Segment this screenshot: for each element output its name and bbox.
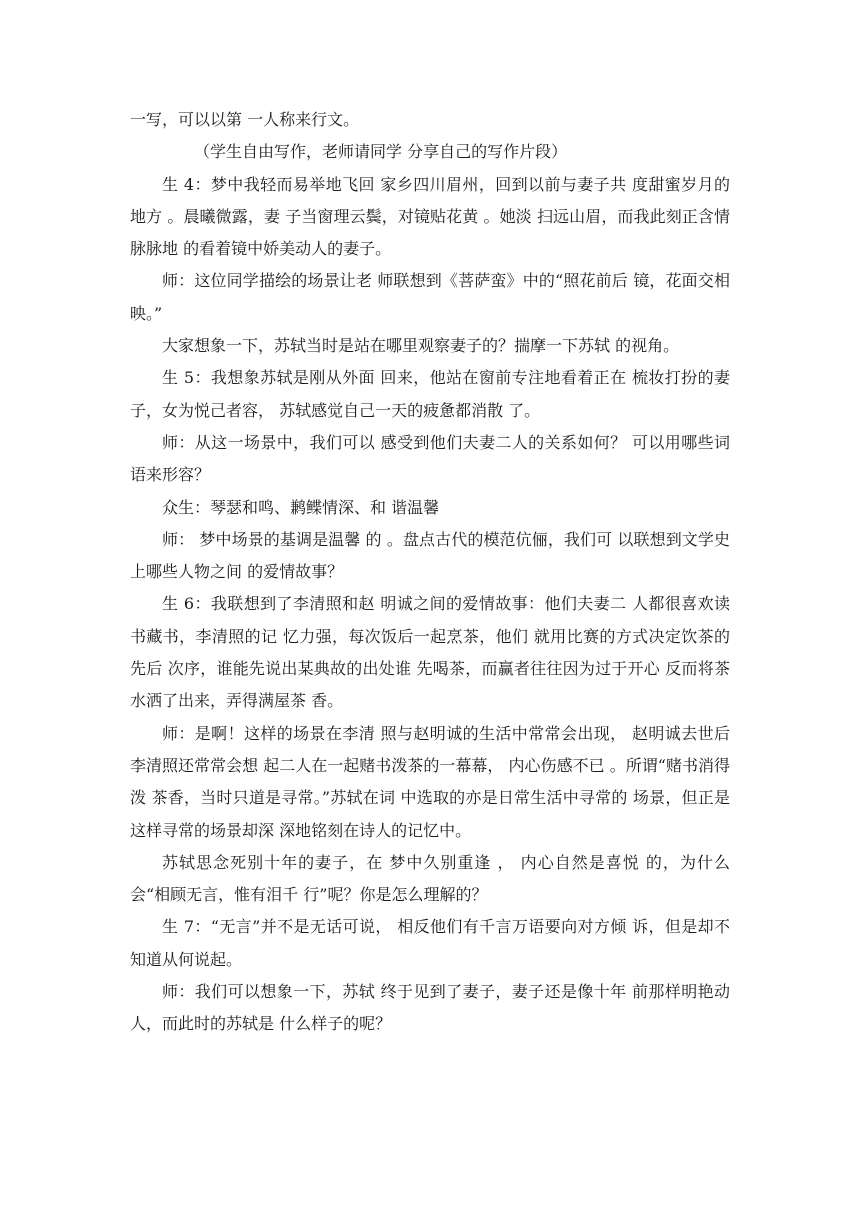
paragraph-teacher-question-2: 苏轼思念死别十年的妻子，在 梦中久别重逢 ， 内心自然是喜悦 的，为什么会“相顾无言，惟有泪千 行”呢？你是怎么理解的？ (130, 852, 730, 905)
paragraph-teacher-3: 师： 梦中场景的基调是温馨 的 。盘点古代的模范伉俪，我们可 以联想到文学史上哪些人物之间 的爱情故事？ (130, 529, 730, 582)
paragraph-student-4: 生 4：梦中我轻而易举地飞回 家乡四川眉州，回到以前与妻子共 度甜蜜岁月的地方 。晨曦微露，妻 子当窗理云鬓，对镜贴花黄 。她淡 扫远山眉，而我此刻正含情脉脉地 的看着镜中娇美动人的妻子。 (130, 174, 730, 259)
paragraph-intro: 一写，可以以第 一人称来行文。 (130, 110, 360, 129)
paragraph-teacher-question-1: 大家想象一下，苏轼当时是站在哪里观察妻子的？揣摩一下苏轼 的视角。 (162, 336, 680, 356)
paragraph-students-all: 众生：琴瑟和鸣、鹣鲽情深、和 谐温馨 (162, 497, 440, 517)
paragraph-student-5: 生 5：我想象苏轼是刚从外面 回来，他站在窗前专注地看着正在 梳妆打扮的妻子，女为悦己者容， 苏轼感觉自己一天的疲惫都消散 了。 (130, 368, 730, 420)
paragraph-student-7: 生 7：“无言”并不是无话可说， 相反他们有千言万语要向对方倾 诉，但是却不知道从何说起。 (130, 917, 730, 969)
paragraph-student-6: 生 6：我联想到了李清照和赵 明诚之间的爱情故事：他们夫妻二 人都很喜欢读书藏书，李清照的记 忆力强，每次饭后一起烹茶，他们 就用比赛的方式决定饮茶的先后 次序，谁能先说出某典故的出处谁 先喝茶，而赢者往往因为过于开心 反而将茶水洒了出来，弄得满屋茶 香。 (130, 594, 730, 711)
paragraph-teacher-4: 师：是啊！这样的场景在李清 照与赵明诚的生活中常常会出现， 赵明诚去世后李清照还常常会想 起二人在一起赌书泼茶的一幕幕， 内心伤感不已 。所谓“赌书消得泼 茶香，当时只道是寻常。”苏轼在词 中选取的亦是日常生活中寻常的 场景，但正是这样寻常的场景却深 深地铭刻在诗人的记忆中。 (130, 723, 730, 840)
paragraph-instruction: （学生自由写作，老师请同学 分享自己的写作片段） (194, 142, 568, 162)
paragraph-teacher-5: 师：我们可以想象一下，苏轼 终于见到了妻子，妻子还是像十年 前那样明艳动人，而此时的苏轼是 什么样子的呢？ (130, 982, 730, 1034)
paragraph-teacher-1: 师：这位同学描绘的场景让老 师联想到《菩萨蛮》中的“照花前后 镜，花面交相映。” (130, 271, 730, 323)
document-page (130, 104, 730, 1041)
paragraph-teacher-2: 师：从这一场景中，我们可以 感受到他们夫妻二人的关系如何？ 可以用哪些词语来形容？ (130, 432, 730, 485)
